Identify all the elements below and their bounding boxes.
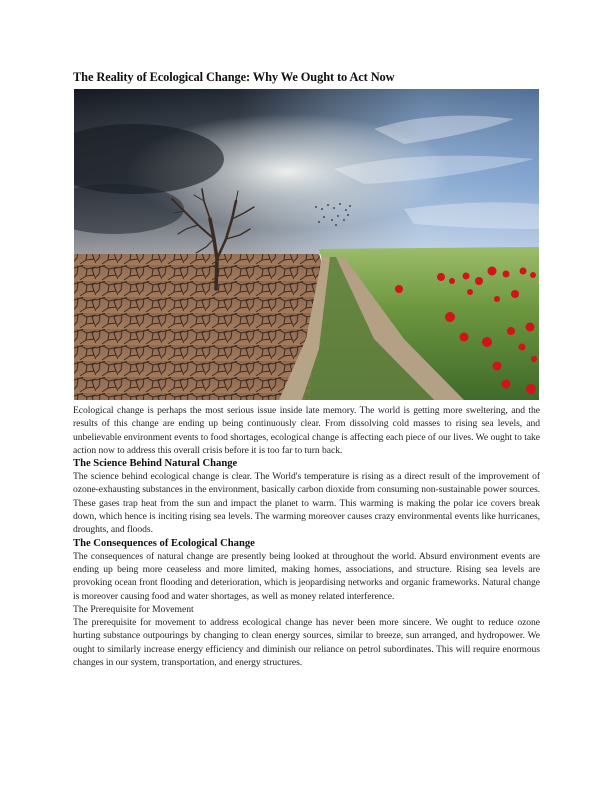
intro-paragraph: Ecological change is perhaps the most serious issue inside late memory. The world is getting more sweltering, and the results of this change are ending up being continuously clear. From dissolving cold masses to rising sea levels, and unbelievable environment events to food shortages, ecological change is affecting each piece of our lives. We ought to take action now to address this overall crisis before it is too far to turn back. (73, 405, 540, 456)
science-paragraph: The science behind ecological change is clear. The World's temperature is rising as a direct result of the improvement of ozone-exhausting substances in the environment, basically carbon dioxide from consuming non-sustainable power sources. These gases trap heat from the sun and impact the planet to warm. This warming is making the polar ice covers break down, which hence is inciting rising sea levels. The warming moreover causes crazy environmental events like hurricanes, droughts, and floods. (73, 471, 540, 536)
section-heading-prerequisite: The Prerequisite for Movement (73, 603, 194, 615)
prerequisite-paragraph: The prerequisite for movement to address ecological change has never been more sincere. We ought to reduce ozone hurting substance outpourings by changing to clean energy sources, similar to breeze, sun arranged, and hydropower. We ought to similarly increase energy efficiency and diminish our reliance on petrol subordinates. This will require enormous changes in our system, transportation, and energy structures. (73, 617, 540, 669)
section-heading-consequences: The Consequences of Ecological Change (73, 537, 255, 549)
landscape-illustration (74, 89, 539, 400)
document-title: The Reality of Ecological Change: Why We Ought to Act Now (73, 70, 395, 84)
hero-image (74, 89, 539, 400)
consequences-paragraph: The consequences of natural change are presently being looked at throughout the world. Absurd environment events are ending up being more ceaseless and more limited, making homes, associations, and structure. Rising sea levels are provoking ocean front flooding and deterioration, which is jeopardising networks and organic frameworks. Natural change is moreover causing food and water shortages, as well as money related interference. (73, 550, 540, 602)
document-page (73, 70, 540, 669)
section-heading-science: The Science Behind Natural Change (73, 458, 238, 470)
